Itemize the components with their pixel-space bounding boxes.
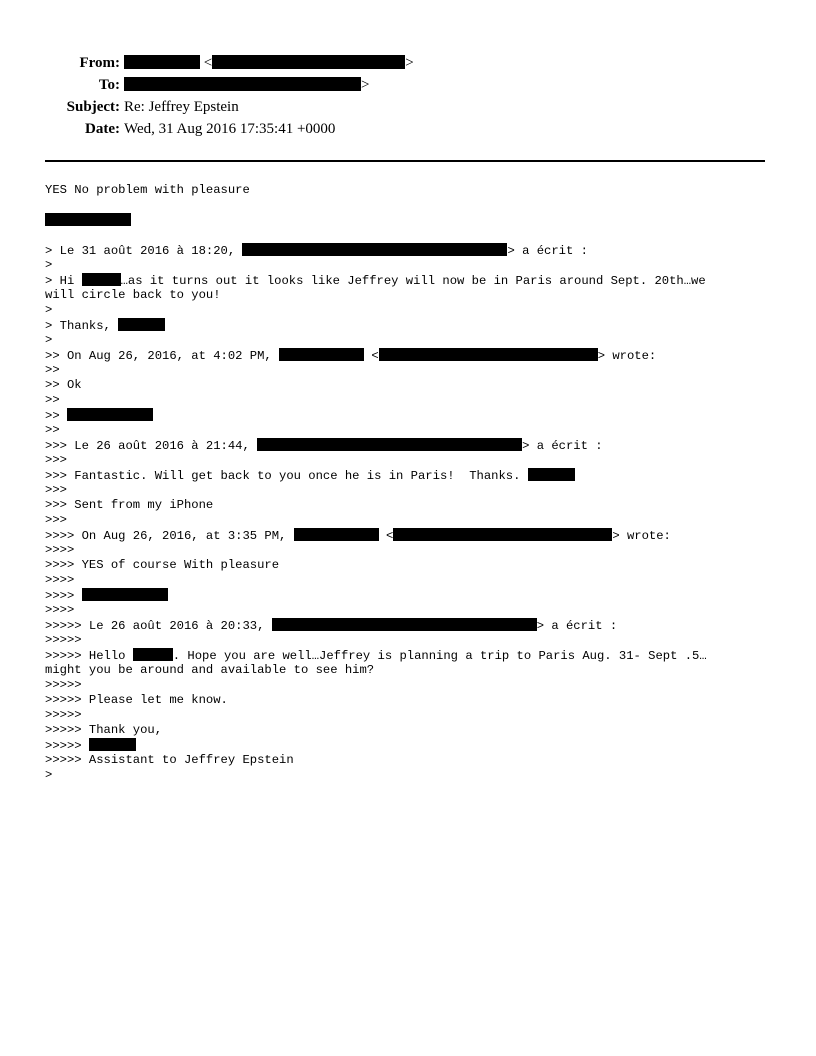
quote-text: >>>> On Aug 26, 2016, at 3:35 PM, xyxy=(45,529,294,543)
quote-text: > a écrit : xyxy=(536,619,618,633)
body-line: >>>>> Assistant to Jeffrey Epstein xyxy=(45,753,294,767)
redaction-box xyxy=(124,55,200,69)
body-line: >> Ok xyxy=(45,378,82,392)
redaction-box xyxy=(272,618,537,631)
angle-close: > xyxy=(361,77,370,93)
body-line: >>>>> xyxy=(45,633,82,647)
redaction-box xyxy=(393,528,612,541)
body-line: >>>> YES of course With pleasure xyxy=(45,558,280,572)
quote-header xyxy=(45,438,603,454)
quote-text: >>> Le 26 août 2016 à 21:44, xyxy=(45,439,258,453)
body-line: will circle back to you! xyxy=(45,288,221,302)
signature-line xyxy=(45,213,131,229)
to-value xyxy=(124,76,369,94)
quote-text: >>>>> Le 26 août 2016 à 20:33, xyxy=(45,619,272,633)
body-line: >>>>> Thank you, xyxy=(45,723,163,737)
from-value xyxy=(124,54,414,72)
date-label: Date: xyxy=(85,121,120,137)
body-line: >>>> xyxy=(45,543,75,557)
quote-text: > Hi xyxy=(45,274,82,288)
quote-text: . Hope you are well…Jeffrey is planning a trip to Paris Aug. 31- Sept .5… xyxy=(172,649,707,663)
body-line: > xyxy=(45,333,53,347)
body-line xyxy=(45,468,575,484)
body-line: might you be around and available to see him? xyxy=(45,663,375,677)
redaction-box xyxy=(257,438,522,451)
subject-label: Subject: xyxy=(66,99,120,115)
redaction-box xyxy=(118,318,165,331)
quote-text: > a écrit : xyxy=(507,244,588,258)
quote-text: >>>>> Hello xyxy=(45,649,133,663)
body-line xyxy=(45,648,707,664)
redaction-box xyxy=(82,273,121,286)
body-line: >>>>> xyxy=(45,708,82,722)
from-label: From: xyxy=(79,55,120,71)
body-line: YES No problem with pleasure xyxy=(45,183,250,197)
redaction-box xyxy=(124,77,361,91)
body-line: > xyxy=(45,768,53,782)
body-line: >>> Sent from my iPhone xyxy=(45,498,214,512)
body-line xyxy=(45,273,706,289)
body-line: >>>> xyxy=(45,603,75,617)
redaction-box xyxy=(133,648,173,661)
redaction-box xyxy=(82,588,168,601)
body-line: > xyxy=(45,303,53,317)
redaction-box xyxy=(294,528,379,541)
to-label: To: xyxy=(98,77,120,93)
header-divider xyxy=(45,160,765,162)
redaction-box xyxy=(279,348,364,361)
body-line: > xyxy=(45,258,53,272)
quote-header xyxy=(45,618,617,634)
quote-text: >>> Fantastic. Will get back to you once he is in Paris! Thanks. xyxy=(45,469,528,483)
quote-text: < xyxy=(378,529,394,543)
redaction-box xyxy=(45,213,131,226)
quote-text: …as it turns out it looks like Jeffrey will now be in Paris around Sept. 20th…we xyxy=(120,274,706,288)
quote-text: < xyxy=(364,349,379,363)
quote-text: >>>> xyxy=(45,589,82,603)
quote-text: > wrote: xyxy=(597,349,657,363)
quote-text: >> On Aug 26, 2016, at 4:02 PM, xyxy=(45,349,280,363)
quote-text: > Le 31 août 2016 à 18:20, xyxy=(45,244,243,258)
body-line: >>>> xyxy=(45,573,75,587)
quote-text: > wrote: xyxy=(612,529,671,543)
body-line: >>> xyxy=(45,483,67,497)
body-line: >> xyxy=(45,423,60,437)
redaction-box xyxy=(379,348,598,361)
body-line xyxy=(45,408,153,424)
quote-header xyxy=(45,528,671,544)
subject-value: Re: Jeffrey Epstein xyxy=(124,99,239,115)
angle-close: > xyxy=(405,55,414,71)
redaction-box xyxy=(528,468,575,481)
body-line: >>>>> xyxy=(45,678,82,692)
redaction-box xyxy=(212,55,405,69)
quote-text: > a écrit : xyxy=(522,439,603,453)
date-value: Wed, 31 Aug 2016 17:35:41 +0000 xyxy=(124,121,336,137)
body-line xyxy=(45,738,136,754)
body-line: >>> xyxy=(45,453,67,467)
quote-text: >>>>> xyxy=(45,739,89,753)
redaction-box xyxy=(67,408,153,421)
body-line xyxy=(45,318,165,334)
redaction-box xyxy=(242,243,507,256)
body-line: >>>>> Please let me know. xyxy=(45,693,228,707)
body-line xyxy=(45,588,168,604)
body-line: >>> xyxy=(45,513,67,527)
quote-text: > Thanks, xyxy=(45,319,119,333)
body-line: >> xyxy=(45,393,60,407)
quote-header xyxy=(45,348,656,364)
redaction-box xyxy=(89,738,136,751)
quote-header xyxy=(45,243,588,259)
angle-open: < xyxy=(203,55,213,71)
body-line: >> xyxy=(45,363,60,377)
quote-text: >> xyxy=(45,409,67,423)
